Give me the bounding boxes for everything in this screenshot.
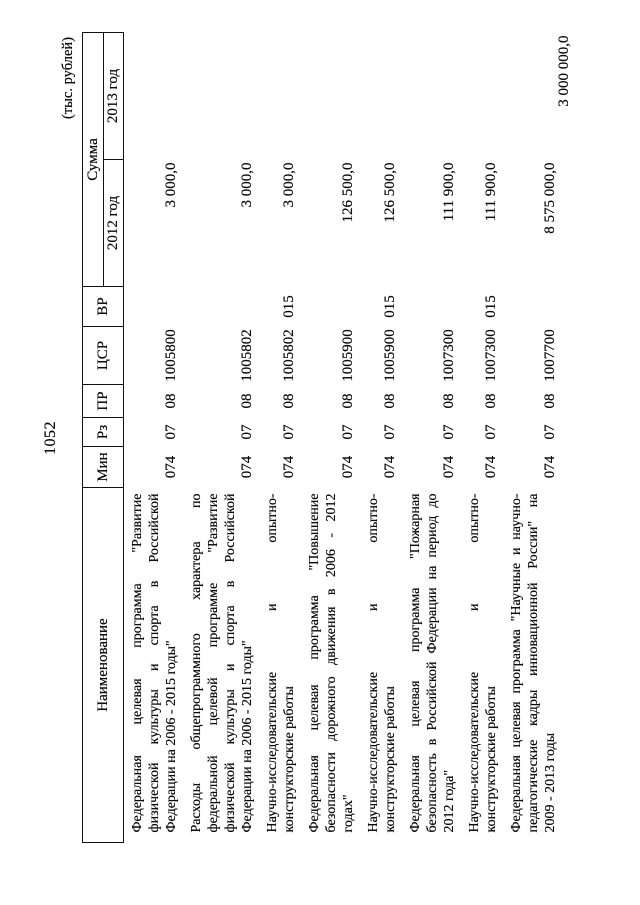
name-line: педагогические кадры инновационной России" на	[526, 493, 541, 833]
table-row	[357, 32, 399, 842]
tsr-cell: 1005802	[281, 329, 297, 382]
min-cell: 074	[239, 455, 255, 479]
tsr-cell: 1005900	[382, 329, 398, 382]
min-cell: 074	[382, 455, 398, 479]
col-header-2013: 2013 год	[104, 32, 124, 159]
pr-cell: 08	[163, 393, 179, 409]
pr-cell: 08	[281, 393, 297, 409]
vr-cell	[500, 287, 559, 327]
sum-2013-cell	[357, 32, 399, 159]
name-line: Федеральная целевая программа "Научные и научно-	[509, 493, 524, 833]
vr-cell	[124, 287, 181, 327]
name-line: физической культуры и спорта в Российской	[147, 493, 162, 833]
tsr-cell: 1007700	[542, 329, 558, 382]
name-line: 2012 года"	[442, 769, 457, 833]
min-cell: 074	[163, 455, 179, 479]
tsr-cell: 1007300	[483, 329, 499, 382]
sum-2012-cell: 3 000,0	[163, 162, 179, 208]
min-cell: 074	[483, 455, 499, 479]
col-header-2012: 2012 год	[104, 160, 124, 287]
name-line: безопасность в Российской Федерации на период до	[425, 493, 440, 833]
sum-2012-cell: 111 900,0	[483, 162, 499, 222]
table-header	[83, 32, 124, 842]
sum-2012-cell: 126 500,0	[382, 162, 398, 223]
name-line: федеральной целевой программе "Развитие	[206, 493, 221, 833]
tsr-cell: 1005802	[239, 329, 255, 382]
vr-cell: 015	[281, 295, 297, 318]
name-cell	[500, 488, 559, 843]
min-cell: 074	[542, 455, 558, 479]
name-cell	[298, 488, 357, 843]
sum-2013-cell	[180, 32, 256, 159]
rz-cell: 07	[281, 424, 297, 440]
tsr-cell: 1005900	[340, 329, 356, 382]
col-header-sum: Сумма	[83, 32, 104, 286]
table-row	[399, 32, 458, 842]
name-line: Федеральная целевая программа "Повышение	[307, 493, 322, 833]
tsr-cell: 1007300	[441, 329, 457, 382]
name-cell	[357, 488, 399, 843]
col-header-min: Мин	[83, 447, 124, 488]
sum-2012-cell: 3 000,0	[281, 162, 297, 208]
rz-cell: 07	[239, 424, 255, 440]
page-number: 1052	[42, 421, 59, 455]
pr-cell: 08	[483, 393, 499, 409]
name-line: Федеральная целевая программа "Пожарная	[408, 493, 423, 833]
name-line: Федерации на 2006 - 2015 годы"	[240, 640, 255, 833]
table-row	[500, 32, 559, 842]
pr-cell: 08	[542, 393, 558, 409]
pr-cell: 08	[340, 393, 356, 409]
name-line: Научно-исследовательские и опытно-	[366, 493, 381, 833]
pr-cell: 08	[239, 393, 255, 409]
sum-2013-cell	[256, 32, 298, 159]
col-header-name: Наименование	[83, 488, 124, 843]
name-line: Федерации на 2006 - 2015 годы"	[164, 640, 179, 833]
sum-2012-cell: 8 575 000,0	[542, 162, 558, 234]
vr-cell	[180, 287, 256, 327]
name-line: Научно-исследовательские и опытно-	[265, 493, 280, 833]
rz-cell: 07	[542, 424, 558, 440]
rz-cell: 07	[382, 424, 398, 440]
name-line: годах"	[341, 794, 356, 833]
name-cell	[458, 488, 500, 843]
sum-2013-cell	[124, 32, 181, 159]
sum-2012-cell: 111 900,0	[441, 162, 457, 222]
min-cell: 074	[441, 455, 457, 479]
name-line: Расходы общепрограммного характера по	[189, 493, 204, 833]
table-row	[180, 32, 256, 842]
min-cell: 074	[281, 455, 297, 479]
table-row	[298, 32, 357, 842]
sum-2013-cell	[458, 32, 500, 159]
pr-cell: 08	[382, 393, 398, 409]
sum-2013-cell	[298, 32, 357, 159]
budget-table	[82, 32, 572, 843]
table-row	[256, 32, 298, 842]
sum-2012-cell: 3 000,0	[239, 162, 255, 208]
name-cell	[256, 488, 298, 843]
name-cell	[399, 488, 458, 843]
vr-cell: 015	[483, 295, 499, 318]
table-row	[124, 32, 181, 842]
rz-cell: 07	[340, 424, 356, 440]
table-row	[458, 32, 500, 842]
name-line: физической культуры и спорта в Российской	[223, 493, 238, 833]
name-line: Научно-исследовательские и опытно-	[467, 493, 482, 833]
table-body	[124, 32, 572, 842]
name-line: безопасности дорожного движения в 2006 - 2012	[324, 493, 339, 833]
tsr-cell: 1005800	[163, 329, 179, 382]
col-header-tsr: ЦСР	[83, 327, 124, 385]
vr-cell	[298, 287, 357, 327]
name-cell	[124, 488, 181, 843]
min-cell: 074	[340, 455, 356, 479]
name-line: Федеральная целевая программа "Развитие	[130, 493, 145, 833]
rz-cell: 07	[163, 424, 179, 440]
rz-cell: 07	[441, 424, 457, 440]
name-line: конструкторские работы	[383, 686, 398, 833]
name-line: конструкторские работы	[282, 686, 297, 833]
col-header-vr: ВР	[83, 287, 124, 327]
units-note: (тыс. рублей)	[60, 37, 76, 119]
name-line: конструкторские работы	[484, 686, 499, 833]
pr-cell: 08	[441, 393, 457, 409]
sum-2013-cell	[399, 32, 458, 159]
vr-cell: 015	[382, 295, 398, 318]
name-line: 2009 - 2013 годы	[543, 732, 558, 833]
col-header-pr: ПР	[83, 385, 124, 418]
name-cell	[180, 488, 256, 843]
sum-2013-cell	[500, 32, 572, 159]
rz-cell: 07	[483, 424, 499, 440]
sum-2013-value: 3 000 000,0	[556, 35, 572, 107]
sum-2012-cell: 126 500,0	[340, 162, 356, 223]
col-header-rz: Рз	[83, 418, 124, 447]
vr-cell	[399, 287, 458, 327]
